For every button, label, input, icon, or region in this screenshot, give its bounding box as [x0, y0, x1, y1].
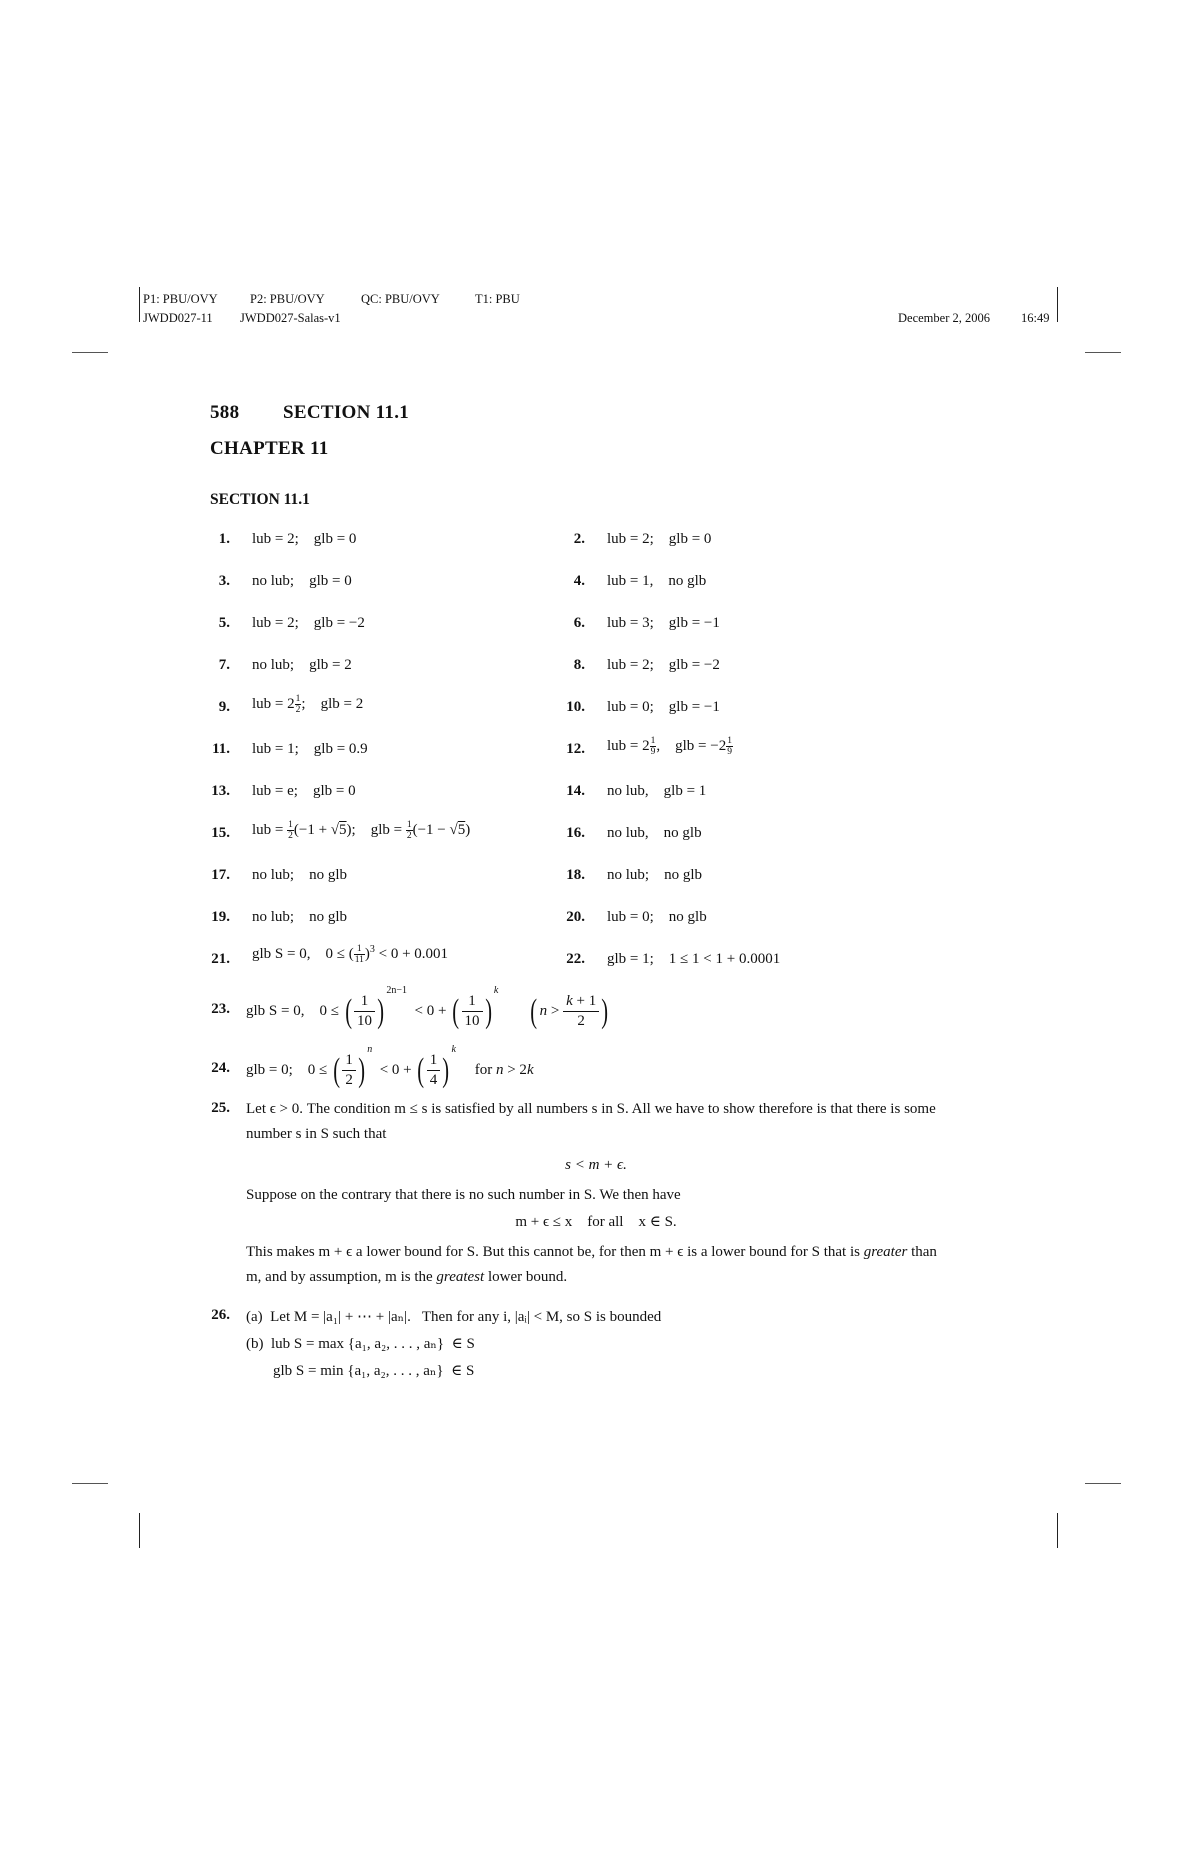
section-title: SECTION 11.1: [210, 491, 310, 508]
answer-text: lub = 1; glb = 0.9: [252, 741, 368, 757]
problem-26-part-b-glb: glb S = min {a₁, a₂, . . . , aₙ} ∈ S: [273, 1363, 475, 1379]
answer-number: 18.: [566, 867, 585, 883]
answer-text: no lub; glb = 0: [252, 573, 352, 589]
answer-9-lub: lub = 2 $\frac{1}{2}$ ; glb = 2: [252, 694, 364, 715]
answer-text: lub: [252, 821, 272, 838]
crop-mark-right-top: [1057, 287, 1058, 322]
problem-25-text: lower bound.: [487, 1269, 568, 1285]
answer-text: glb = 1; 1 ≤ 1 < 1 + 0.0001: [607, 951, 781, 967]
answer-number: 23.: [211, 1001, 230, 1017]
answer-text: glb = 2: [320, 695, 364, 712]
answer-text: lub = 2; glb = −2: [607, 657, 720, 673]
answer-number: 3.: [218, 573, 230, 589]
problem-25-equation-1: s < m + ϵ.: [565, 1157, 627, 1173]
page-number: 588: [210, 402, 240, 423]
answer-text: lub = e; glb = 0: [252, 783, 356, 799]
answer-number: 5.: [218, 615, 230, 631]
answer-number: 19.: [211, 909, 230, 925]
answer-text: lub = 2; glb = −2: [252, 615, 365, 631]
crop-mark-left-bottom: [139, 1513, 140, 1548]
answer-number: 2.: [573, 531, 585, 547]
answer-number: 4.: [573, 573, 585, 589]
header-qc: QC: PBU/OVY: [361, 292, 440, 306]
problem-26-part-a: (a) Let M = |a₁| + ⋯ + |aₙ|. Then for any i, |aᵢ| < M, so S is bounded: [246, 1309, 662, 1325]
answer-text: no lub, no glb: [607, 825, 702, 841]
answer-text: no lub, glb = 1: [607, 783, 707, 799]
answer-number: 16.: [566, 825, 585, 841]
answer-number: 21.: [211, 951, 230, 967]
answer-text: glb S = 0,: [252, 946, 311, 962]
crop-mark-tr: [1085, 352, 1121, 353]
answer-text: lub = 3; glb = −1: [607, 615, 720, 631]
header-p2: P2: PBU/OVY: [250, 292, 325, 306]
running-title: SECTION 11.1: [283, 402, 410, 423]
crop-mark-left-top: [139, 287, 140, 322]
answer-number: 9.: [218, 699, 230, 715]
answer-text: lub = 0; no glb: [607, 909, 707, 925]
header-book-id: JWDD027-Salas-v1: [240, 311, 341, 325]
answer-number: 15.: [211, 825, 230, 841]
crop-mark-bl: [72, 1483, 108, 1484]
answer-15-expr: lub = $\frac{1}{2}$ (−1 + √5); glb = $\frac{1}{2}$ (−1 − √5): [252, 820, 471, 841]
answer-23-expr: glb S = 0, 0 ≤ ( $\frac{1}{10}$ )$^{2n-1}$ < 0 + ( $\frac{1}{10}$ )$^k$ ( n > $\frac{k + 1}{2}$ ): [246, 985, 609, 1030]
problem-25-paragraph-3: [246, 1240, 946, 1290]
answer-number: 6.: [573, 615, 585, 631]
answer-number: 1.: [218, 531, 230, 547]
answer-number: 12.: [566, 741, 585, 757]
answer-text: no lub; no glb: [607, 867, 703, 883]
answer-number: 10.: [566, 699, 585, 715]
problem-25-paragraph-1: Let ϵ > 0. The condition m ≤ s is satisfied by all numbers s in S. All we have to show therefore is that there is some number s in S such that: [246, 1101, 936, 1142]
problem-25-text: than m, and by assumption, m is the: [246, 1244, 937, 1285]
answer-number: 8.: [573, 657, 585, 673]
answer-number: 13.: [211, 783, 230, 799]
answer-24-expr: glb = 0; 0 ≤ ( $\frac{1}{2}$ )$^n$ < 0 + ( $\frac{1}{4}$ )$^k$ for n > 2k: [246, 1044, 534, 1089]
header-time: 16:49: [1021, 311, 1050, 325]
header-date: December 2, 2006: [898, 311, 990, 325]
answer-number: 7.: [218, 657, 230, 673]
answer-text: no lub; glb = 2: [252, 657, 352, 673]
emphasis-greatest: greatest: [436, 1269, 485, 1285]
answer-text: lub = 2; glb = 0: [607, 531, 712, 547]
answer-text: lub = 1, no glb: [607, 573, 707, 589]
answer-12-expr: lub = 2 $\frac{1}{9}$ , glb = −2 $\frac{1}{9}$: [607, 736, 732, 757]
problem-25-number: 25.: [211, 1100, 230, 1116]
problem-26-part-b-lub: (b) lub S = max {a₁, a₂, . . . , aₙ} ∈ S: [246, 1336, 475, 1352]
header-p1: P1: PBU/OVY: [143, 292, 218, 306]
answer-number: 24.: [211, 1060, 230, 1076]
crop-mark-tl: [72, 352, 108, 353]
emphasis-greater: greater: [863, 1244, 908, 1260]
answer-text: lub = 0; glb = −1: [607, 699, 720, 715]
problem-25-text: This makes m + ϵ a lower bound for S. But this cannot be, for then m + ϵ is a lower bound for S that is: [246, 1244, 860, 1260]
chapter-title: CHAPTER 11: [210, 438, 329, 459]
answer-text: lub = 2; glb = 0: [252, 531, 357, 547]
header-job-id: JWDD027-11: [143, 311, 213, 325]
crop-mark-br: [1085, 1483, 1121, 1484]
answer-number: 22.: [566, 951, 585, 967]
header-t1: T1: PBU: [475, 292, 520, 306]
answer-number: 20.: [566, 909, 585, 925]
answer-text: glb = 0;: [246, 1062, 293, 1078]
answer-21-expr: glb S = 0, 0 ≤ ( $\frac{1}{11}$ )$^3$ < 0 + 0.001: [252, 944, 449, 966]
problem-26-number: 26.: [211, 1307, 230, 1323]
answer-text: no lub; no glb: [252, 867, 348, 883]
problem-25-equation-2: m + ϵ ≤ x for all x ∈ S.: [515, 1214, 677, 1230]
problem-25-paragraph-2: Suppose on the contrary that there is no such number in S. We then have: [246, 1187, 681, 1203]
answer-number: 14.: [566, 783, 585, 799]
answer-number: 11.: [212, 741, 230, 757]
answer-number: 17.: [211, 867, 230, 883]
answer-text: no lub; no glb: [252, 909, 348, 925]
answer-text: glb S = 0,: [246, 1003, 305, 1019]
answer-text: lub = 2: [607, 737, 650, 754]
crop-mark-right-bottom: [1057, 1513, 1058, 1548]
